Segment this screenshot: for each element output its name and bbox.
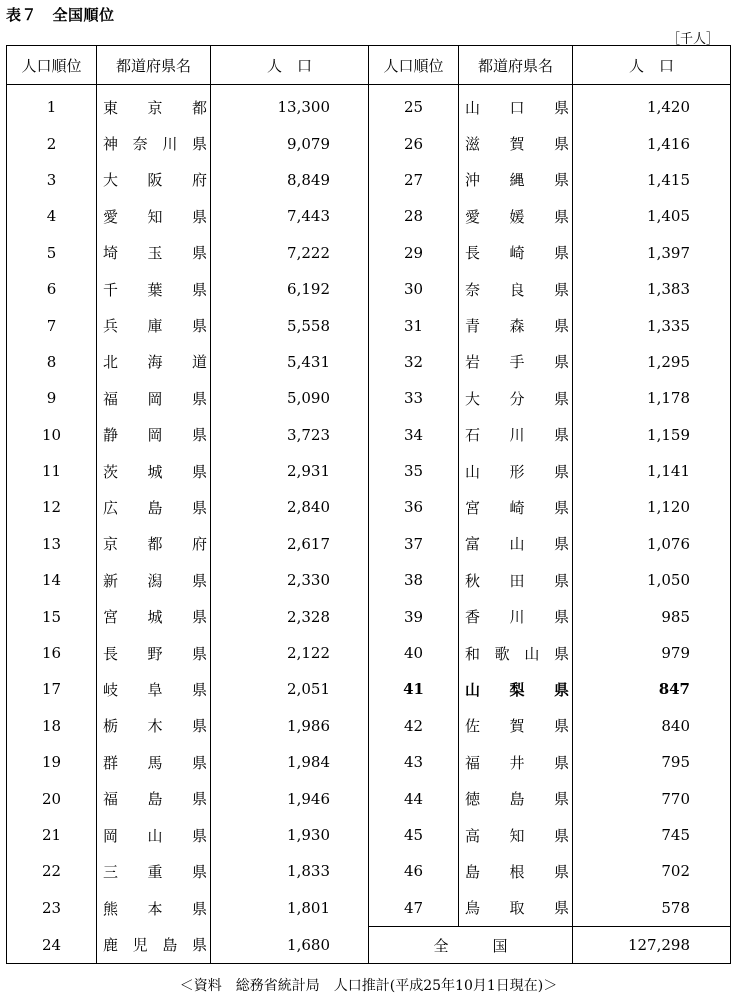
prefecture-cell [459, 526, 573, 562]
prefecture-name: 福 島 県 [103, 790, 207, 809]
table-row [7, 125, 731, 161]
prefecture-cell [459, 453, 573, 489]
prefecture-name: 群 馬 県 [103, 753, 207, 772]
prefecture-cell [459, 271, 573, 307]
table-row [7, 526, 731, 562]
rank-cell: 31 [369, 307, 459, 343]
population-cell: 2,328 [211, 598, 369, 634]
table-row [7, 162, 731, 198]
population-cell: 578 [573, 890, 731, 927]
table-row [7, 744, 731, 780]
prefecture-name: 京 都 府 [103, 535, 207, 554]
prefecture-cell [459, 708, 573, 744]
rank-cell: 43 [369, 744, 459, 780]
prefecture-cell [97, 708, 211, 744]
prefecture-cell [459, 198, 573, 234]
prefecture-name: 岡 山 県 [103, 826, 207, 845]
population-cell: 770 [573, 780, 731, 816]
prefecture-name: 千 葉 県 [103, 280, 207, 299]
prefecture-cell [97, 926, 211, 963]
population-cell: 1,415 [573, 162, 731, 198]
prefecture-name: 秋 田 県 [465, 571, 569, 590]
prefecture-cell [459, 85, 573, 126]
prefecture-cell [97, 380, 211, 416]
prefecture-name: 沖 縄 県 [465, 171, 569, 190]
population-cell: 1,141 [573, 453, 731, 489]
table-row [7, 453, 731, 489]
population-cell: 1,120 [573, 489, 731, 525]
prefecture-name: 山 口 県 [465, 98, 569, 117]
population-cell: 9,079 [211, 125, 369, 161]
population-cell: 1,930 [211, 817, 369, 853]
population-cell: 2,330 [211, 562, 369, 598]
rank-cell: 12 [7, 489, 97, 525]
prefecture-cell [459, 344, 573, 380]
unit-label: ［千人］ [666, 32, 719, 47]
prefecture-name: 滋 賀 県 [465, 135, 569, 154]
rank-cell: 21 [7, 817, 97, 853]
header-row [7, 46, 731, 85]
prefecture-name: 茨 城 県 [103, 462, 207, 481]
population-cell: 6,192 [211, 271, 369, 307]
prefecture-name: 大 阪 府 [103, 171, 207, 190]
rank-cell: 30 [369, 271, 459, 307]
population-cell: 3,723 [211, 417, 369, 453]
prefecture-cell [97, 853, 211, 889]
total-value: 127,298 [573, 926, 731, 963]
rank-cell: 8 [7, 344, 97, 380]
prefecture-cell [97, 562, 211, 598]
population-cell: 1,984 [211, 744, 369, 780]
prefecture-cell [97, 162, 211, 198]
prefecture-cell [97, 526, 211, 562]
population-cell: 2,931 [211, 453, 369, 489]
header-rank: 人口順位 [7, 46, 97, 85]
population-cell: 840 [573, 708, 731, 744]
prefecture-name: 島 根 県 [465, 862, 569, 881]
prefecture-name: 福 井 県 [465, 753, 569, 772]
table-row [7, 489, 731, 525]
population-cell: 702 [573, 853, 731, 889]
table-row [7, 380, 731, 416]
population-cell: 1,405 [573, 198, 731, 234]
prefecture-cell [97, 598, 211, 634]
rank-cell: 39 [369, 598, 459, 634]
population-cell: 1,159 [573, 417, 731, 453]
prefecture-name: 大 分 県 [465, 389, 569, 408]
rank-cell: 34 [369, 417, 459, 453]
prefecture-name: 佐 賀 県 [465, 717, 569, 736]
prefecture-cell [459, 853, 573, 889]
table-row [7, 635, 731, 671]
rank-cell: 36 [369, 489, 459, 525]
prefecture-name: 長 崎 県 [465, 244, 569, 263]
table-row [7, 417, 731, 453]
population-cell: 2,617 [211, 526, 369, 562]
rank-cell: 4 [7, 198, 97, 234]
table-row [7, 890, 731, 927]
header-population: 人 口 [573, 46, 731, 85]
prefecture-cell [459, 780, 573, 816]
prefecture-cell [459, 817, 573, 853]
prefecture-cell [97, 198, 211, 234]
prefecture-name: 愛 知 県 [103, 207, 207, 226]
header-rank: 人口順位 [369, 46, 459, 85]
table-row [7, 926, 731, 963]
population-cell: 1,801 [211, 890, 369, 927]
prefecture-cell [459, 417, 573, 453]
prefecture-name: 熊 本 県 [103, 899, 207, 918]
prefecture-cell [97, 671, 211, 707]
rank-cell: 40 [369, 635, 459, 671]
prefecture-name: 北 海 道 [103, 353, 207, 372]
prefecture-name: 石 川 県 [465, 426, 569, 445]
population-cell: 2,122 [211, 635, 369, 671]
population-cell: 1,397 [573, 235, 731, 271]
prefecture-cell [459, 125, 573, 161]
population-cell: 5,090 [211, 380, 369, 416]
prefecture-name: 青 森 県 [465, 317, 569, 336]
prefecture-cell [459, 562, 573, 598]
prefecture-cell [97, 453, 211, 489]
table-row [7, 598, 731, 634]
rank-cell: 44 [369, 780, 459, 816]
total-label-part: 全 [433, 936, 449, 955]
population-cell: 5,558 [211, 307, 369, 343]
prefecture-name: 山 梨 県 [465, 680, 569, 699]
population-cell: 1,946 [211, 780, 369, 816]
rank-cell: 9 [7, 380, 97, 416]
rank-cell: 11 [7, 453, 97, 489]
total-label-part: 国 [492, 936, 508, 955]
rank-cell: 2 [7, 125, 97, 161]
prefecture-cell [97, 271, 211, 307]
prefecture-name: 岐 阜 県 [103, 680, 207, 699]
prefecture-name: 三 重 県 [103, 862, 207, 881]
prefecture-name: 長 野 県 [103, 644, 207, 663]
prefecture-name: 静 岡 県 [103, 426, 207, 445]
table-row [7, 853, 731, 889]
population-cell: 1,833 [211, 853, 369, 889]
rank-cell: 26 [369, 125, 459, 161]
rank-cell: 25 [369, 85, 459, 126]
rank-cell: 41 [369, 671, 459, 707]
prefecture-cell [97, 85, 211, 126]
prefecture-name: 奈 良 県 [465, 280, 569, 299]
prefecture-cell [97, 890, 211, 927]
prefecture-cell [459, 890, 573, 927]
prefecture-name: 埼 玉 県 [103, 244, 207, 263]
table-row [7, 780, 731, 816]
prefecture-name: 岩 手 県 [465, 353, 569, 372]
rank-cell: 16 [7, 635, 97, 671]
prefecture-name: 新 潟 県 [103, 571, 207, 590]
population-cell: 1,416 [573, 125, 731, 161]
rank-cell: 5 [7, 235, 97, 271]
prefecture-cell [459, 380, 573, 416]
prefecture-cell [97, 780, 211, 816]
prefecture-name: 東 京 都 [103, 98, 207, 117]
population-cell: 13,300 [211, 85, 369, 126]
prefecture-cell [459, 162, 573, 198]
table-row [7, 198, 731, 234]
ranking-table [6, 45, 731, 964]
population-cell: 1,076 [573, 526, 731, 562]
population-cell: 979 [573, 635, 731, 671]
population-cell: 1,680 [211, 926, 369, 963]
prefecture-cell [97, 417, 211, 453]
rank-cell: 38 [369, 562, 459, 598]
rank-cell: 14 [7, 562, 97, 598]
table-row [7, 562, 731, 598]
rank-cell: 10 [7, 417, 97, 453]
prefecture-name: 広 島 県 [103, 498, 207, 517]
prefecture-name: 香 川 県 [465, 608, 569, 627]
population-cell: 1,050 [573, 562, 731, 598]
prefecture-name: 神 奈 川 県 [103, 135, 207, 154]
rank-cell: 1 [7, 85, 97, 126]
source-note: ＜資料 総務省統計局 人口推計(平成25年10月1日現在)＞ [179, 978, 558, 994]
prefecture-name: 福 岡 県 [103, 389, 207, 408]
population-cell: 1,335 [573, 307, 731, 343]
prefecture-cell [459, 489, 573, 525]
rank-cell: 28 [369, 198, 459, 234]
table-row [7, 271, 731, 307]
rank-cell: 45 [369, 817, 459, 853]
population-cell: 2,051 [211, 671, 369, 707]
rank-cell: 23 [7, 890, 97, 927]
rank-cell: 37 [369, 526, 459, 562]
table-row [7, 817, 731, 853]
population-cell: 7,222 [211, 235, 369, 271]
header-prefecture: 都道府県名 [97, 46, 211, 85]
prefecture-name: 宮 崎 県 [465, 498, 569, 517]
rank-cell: 17 [7, 671, 97, 707]
total-label [369, 926, 573, 963]
header-population: 人 口 [211, 46, 369, 85]
rank-cell: 3 [7, 162, 97, 198]
prefecture-cell [97, 817, 211, 853]
prefecture-cell [97, 235, 211, 271]
population-cell: 1,178 [573, 380, 731, 416]
population-cell: 1,986 [211, 708, 369, 744]
prefecture-cell [97, 344, 211, 380]
prefecture-cell [97, 125, 211, 161]
population-cell: 847 [573, 671, 731, 707]
rank-cell: 18 [7, 708, 97, 744]
rank-cell: 15 [7, 598, 97, 634]
table-row [7, 708, 731, 744]
rank-cell: 32 [369, 344, 459, 380]
prefecture-cell [459, 744, 573, 780]
rank-cell: 27 [369, 162, 459, 198]
rank-cell: 7 [7, 307, 97, 343]
rank-cell: 35 [369, 453, 459, 489]
population-cell: 8,849 [211, 162, 369, 198]
rank-cell: 33 [369, 380, 459, 416]
prefecture-cell [97, 307, 211, 343]
prefecture-cell [97, 744, 211, 780]
rank-cell: 13 [7, 526, 97, 562]
prefecture-name: 富 山 県 [465, 535, 569, 554]
prefecture-cell [459, 598, 573, 634]
population-cell: 1,383 [573, 271, 731, 307]
prefecture-name: 鹿 児 島 県 [103, 936, 207, 955]
rank-cell: 19 [7, 744, 97, 780]
prefecture-name: 兵 庫 県 [103, 317, 207, 336]
rank-cell: 22 [7, 853, 97, 889]
table-row [7, 85, 731, 126]
population-cell: 1,295 [573, 344, 731, 380]
prefecture-name: 和 歌 山 県 [465, 644, 569, 663]
prefecture-name: 宮 城 県 [103, 608, 207, 627]
table-row [7, 307, 731, 343]
population-cell: 2,840 [211, 489, 369, 525]
prefecture-cell [459, 235, 573, 271]
prefecture-name: 愛 媛 県 [465, 207, 569, 226]
prefecture-cell [97, 635, 211, 671]
prefecture-cell [459, 635, 573, 671]
population-cell: 985 [573, 598, 731, 634]
table-title: 表７ 全国順位 [6, 6, 115, 24]
population-cell: 1,420 [573, 85, 731, 126]
prefecture-name: 山 形 県 [465, 462, 569, 481]
rank-cell: 47 [369, 890, 459, 927]
population-cell: 5,431 [211, 344, 369, 380]
header-prefecture: 都道府県名 [459, 46, 573, 85]
population-cell: 7,443 [211, 198, 369, 234]
rank-cell: 46 [369, 853, 459, 889]
rank-cell: 42 [369, 708, 459, 744]
rank-cell: 20 [7, 780, 97, 816]
table-row [7, 235, 731, 271]
rank-cell: 6 [7, 271, 97, 307]
population-cell: 795 [573, 744, 731, 780]
table-row [7, 671, 731, 707]
rank-cell: 24 [7, 926, 97, 963]
population-cell: 745 [573, 817, 731, 853]
table-row [7, 344, 731, 380]
prefecture-name: 高 知 県 [465, 826, 569, 845]
prefecture-cell [459, 671, 573, 707]
prefecture-name: 徳 島 県 [465, 790, 569, 809]
prefecture-name: 栃 木 県 [103, 717, 207, 736]
rank-cell: 29 [369, 235, 459, 271]
prefecture-cell [97, 489, 211, 525]
prefecture-cell [459, 307, 573, 343]
prefecture-name: 鳥 取 県 [465, 899, 569, 918]
